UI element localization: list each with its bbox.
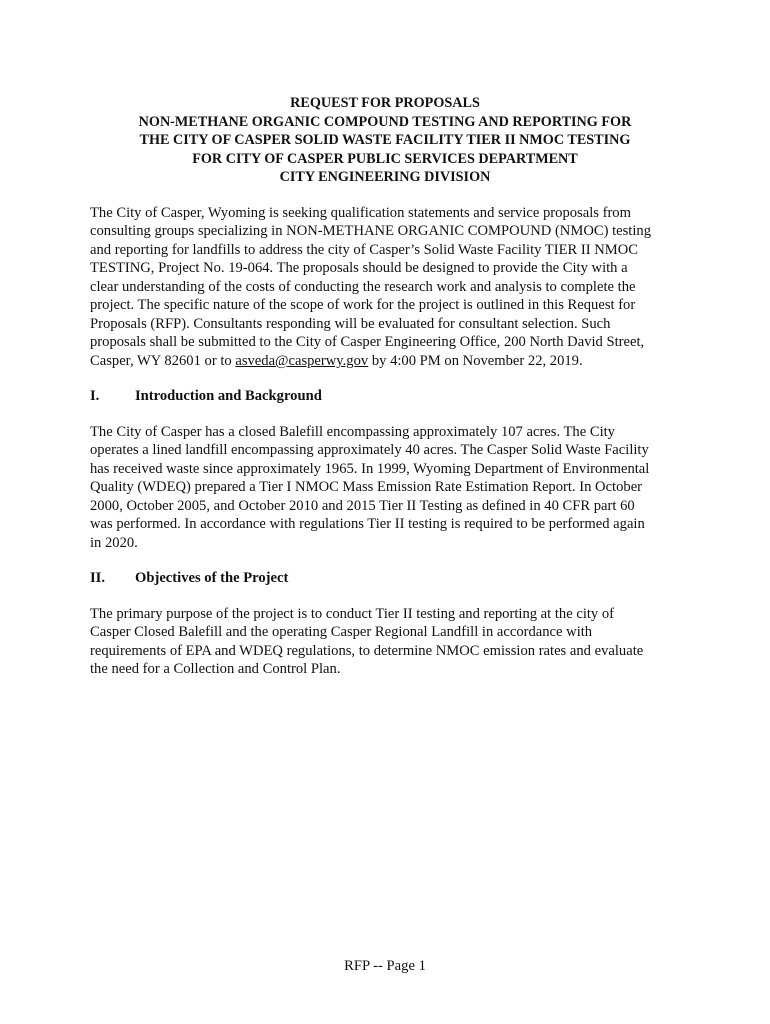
title-line: FOR CITY OF CASPER PUBLIC SERVICES DEPARTMENT (192, 150, 578, 167)
intro-paragraph (90, 204, 680, 371)
section-title: Objectives of the Project (135, 570, 289, 587)
text-line: operates a lined landfill encompassing approximately 40 acres. The Casper Solid Waste Facility (90, 442, 649, 459)
text-line: consulting groups specializing in NON-METHANE ORGANIC COMPOUND (NMOC) testing (90, 223, 652, 240)
document-page (90, 94, 680, 679)
text-line: clear understanding of the costs of conducting the research work and analysis to complete the (90, 278, 636, 295)
text-line: and reporting for landfills to address the city of Casper’s Solid Waste Facility TIER II NMOC (90, 241, 639, 258)
text-line: project. The specific nature of the scope of work for the project is outlined in this Request for (90, 297, 636, 314)
title-line: THE CITY OF CASPER SOLID WASTE FACILITY TIER II NMOC TESTING (139, 132, 631, 149)
text-line: 2000, October 2005, and October 2010 and 2015 Tier II Testing as defined in 40 CFR part 60 (90, 497, 635, 514)
text-line: Casper Closed Balefill and the operating Casper Regional Landfill in accordance with (90, 624, 593, 641)
introduction-paragraph (90, 423, 680, 553)
objectives-paragraph (90, 605, 680, 679)
text-line: requirements of EPA and WDEQ regulations, to determine NMOC emission rates and evaluate (90, 642, 644, 659)
page-footer (0, 958, 770, 975)
text-line: Quality (WDEQ) prepared a Tier I NMOC Mass Emission Rate Estimation Report. In October (90, 479, 643, 496)
email-link[interactable]: asveda@casperwy.gov (235, 352, 369, 369)
section-heading-introduction (90, 387, 680, 406)
section-number: II. (90, 570, 106, 587)
title-line: NON-METHANE ORGANIC COMPOUND TESTING AND REPORTING FOR (138, 113, 632, 130)
submission-prefix: Casper, WY 82601 or to (90, 352, 236, 369)
title-line: REQUEST FOR PROPOSALS (290, 95, 480, 111)
document-title (90, 94, 680, 187)
section-heading-objectives (90, 569, 680, 588)
section-title: Introduction and Background (135, 388, 322, 405)
text-line: has received waste since approximately 1965. In 1999, Wyoming Department of Environmental (90, 460, 650, 477)
text-line-submission (90, 352, 680, 371)
text-line: in 2020. (90, 534, 138, 551)
title-line: CITY ENGINEERING DIVISION (279, 169, 491, 186)
text-line: The primary purpose of the project is to conduct Tier II testing and reporting at the city of (90, 605, 615, 622)
submission-suffix: by 4:00 PM on November 22, 2019. (368, 352, 583, 369)
text-line: The City of Casper, Wyoming is seeking qualification statements and service proposals from (90, 204, 631, 221)
text-line: The City of Casper has a closed Balefill encompassing approximately 107 acres. The City (90, 423, 615, 440)
section-number: I. (90, 388, 100, 405)
text-line: TESTING, Project No. 19-064. The proposals should be designed to provide the City with a (90, 260, 628, 277)
text-line: proposals shall be submitted to the City of Casper Engineering Office, 200 North David Street, (90, 334, 645, 351)
text-line: Proposals (RFP). Consultants responding will be evaluated for consultant selection. Such (90, 315, 611, 332)
text-line: was performed. In accordance with regulations Tier II testing is required to be performed again (90, 516, 645, 533)
text-line: the need for a Collection and Control Plan. (90, 661, 341, 678)
page-number: RFP -- Page 1 (344, 958, 426, 974)
